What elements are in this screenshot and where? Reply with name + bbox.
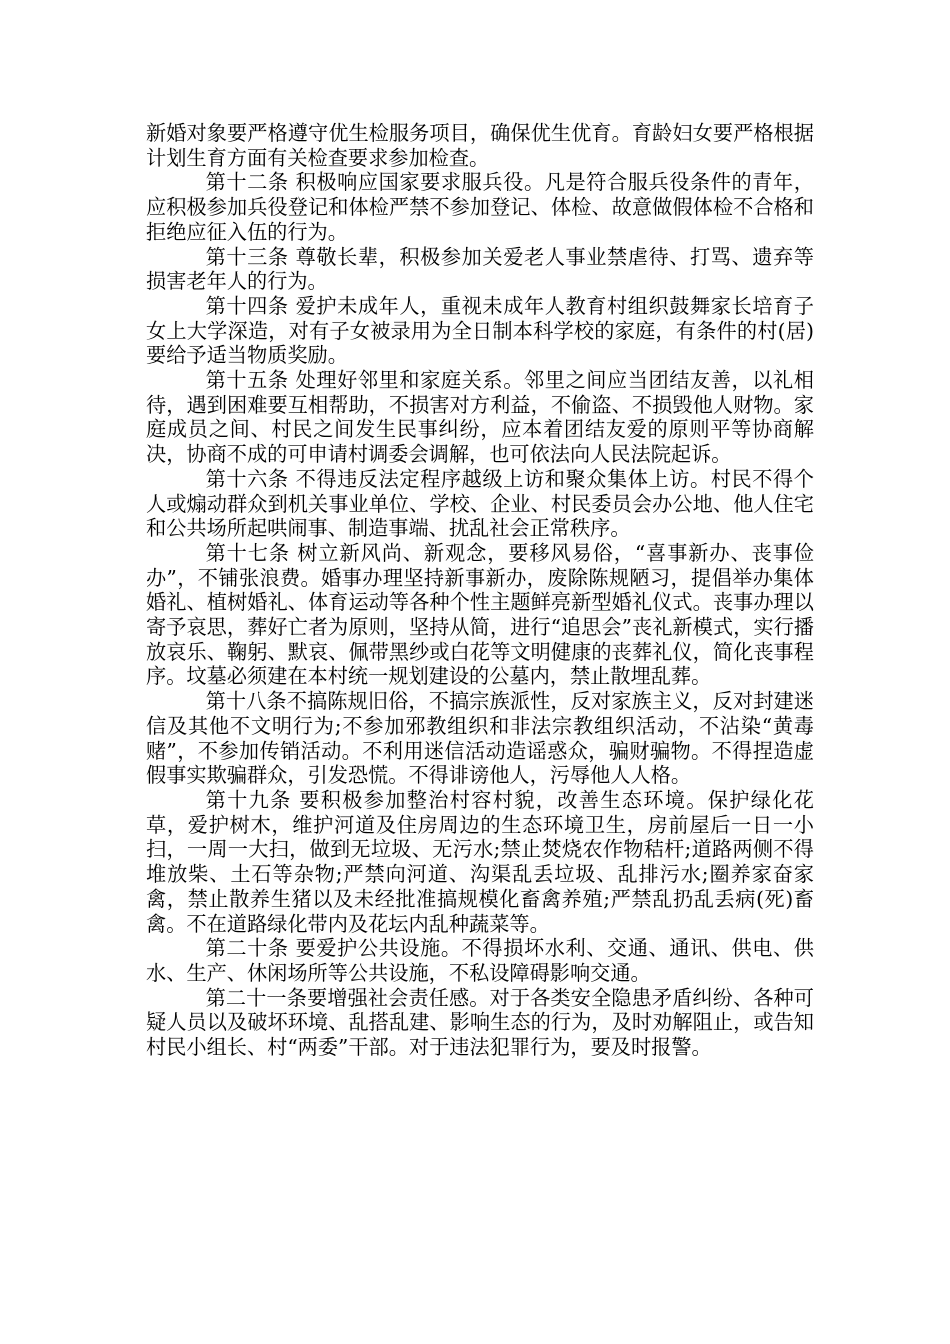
paragraph-prenatal-check: 新婚对象要严格遵守优生检服务项目，确保优生优育。育龄妇女要严格根据计划生育方面有关检查要求参加检查。 (146, 121, 814, 170)
paragraph-article-16: 第十六条 不得违反法定程序越级上访和聚众集体上访。村民不得个人或煽动群众到机关事业单位、学校、企业、村民委员会办公地、他人住宅和公共场所起哄闹事、制造事端、扰乱社会正常秩序。 (146, 466, 814, 541)
document-body (146, 121, 814, 1060)
paragraph-article-18: 第十八条不搞陈规旧俗，不搞宗族派性，反对家族主义，反对封建迷信及其他不文明行为;不参加邪教组织和非法宗教组织活动，不沾染“黄毒赌”，不参加传销活动。不利用迷信活动造谣惑众，骗财骗物。不得捏造虚假事实欺骗群众，引发恐慌。不得诽谤他人，污辱他人人格。 (146, 689, 814, 788)
paragraph-article-20: 第二十条 要爱护公共设施。不得损坏水利、交通、通讯、供电、供水、生产、休闲场所等公共设施，不私设障碍影响交通。 (146, 936, 814, 985)
paragraph-article-19: 第十九条 要积极参加整治村容村貌，改善生态环境。保护绿化花草，爱护树木，维护河道及住房周边的生态环境卫生，房前屋后一日一小扫，一周一大扫，做到无垃圾、无污水;禁止焚烧农作物秸杆;道路两侧不得堆放柴、土石等杂物;严禁向河道、沟渠乱丢垃圾、乱排污水;圈养家奋家禽，禁止散养生猪以及未经批准搞规模化畜禽养殖;严禁乱扔乱丢病(死)畜禽。不在道路绿化带内及花坛内乱种蔬菜等。 (146, 787, 814, 936)
paragraph-article-14: 第十四条 爱护未成年人，重视未成年人教育村组织鼓舞家长培育子女上大学深造，对有子女被录用为全日制本科学校的家庭，有条件的村(居)要给予适当物质奖励。 (146, 293, 814, 368)
paragraph-article-12: 第十二条 积极响应国家要求服兵役。凡是符合服兵役条件的青年，应积极参加兵役登记和体检严禁不参加登记、体检、故意做假体检不合格和拒绝应征入伍的行为。 (146, 170, 814, 244)
paragraph-article-15: 第十五条 处理好邻里和家庭关系。邻里之间应当团结友善，以礼相待，遇到困难要互相帮助，不损害对方利益，不偷盗、不损毁他人财物。家庭成员之间、村民之间发生民事纠纷，应本着团结友爱的原则平等协商解决，协商不成的可申请村调委会调解，也可依法向人民法院起诉。 (146, 368, 814, 467)
paragraph-article-17: 第十七条 树立新风尚、新观念，要移风易俗，“喜事新办、丧事俭办”，不铺张浪费。婚事办理坚持新事新办，废除陈规陋习，提倡举办集体婚礼、植树婚礼、体育运动等各种个性主题鲜亮新型婚礼仪式。丧事办理以寄予哀思，葬好亡者为原则，坚持从简，进行“追思会”丧礼新模式，实行播放哀乐、鞠躬、默哀、佩带黑纱或白花等文明健康的丧葬礼仪，简化丧事程序。坟墓必须建在本村统一规划建设的公墓内，禁止散埋乱葬。 (146, 540, 814, 689)
paragraph-article-21: 第二十一条要增强社会责任感。对于各类安全隐患矛盾纠纷、各种可疑人员以及破坏环境、乱搭乱建、影响生态的行为，及时劝解阻止，或告知村民小组长、村“两委”干部。对于违法犯罪行为，要及时报警。 (146, 985, 814, 1060)
paragraph-article-13: 第十三条 尊敬长辈，积极参加关爱老人事业禁虐待、打骂、遗弃等损害老年人的行为。 (146, 244, 814, 294)
